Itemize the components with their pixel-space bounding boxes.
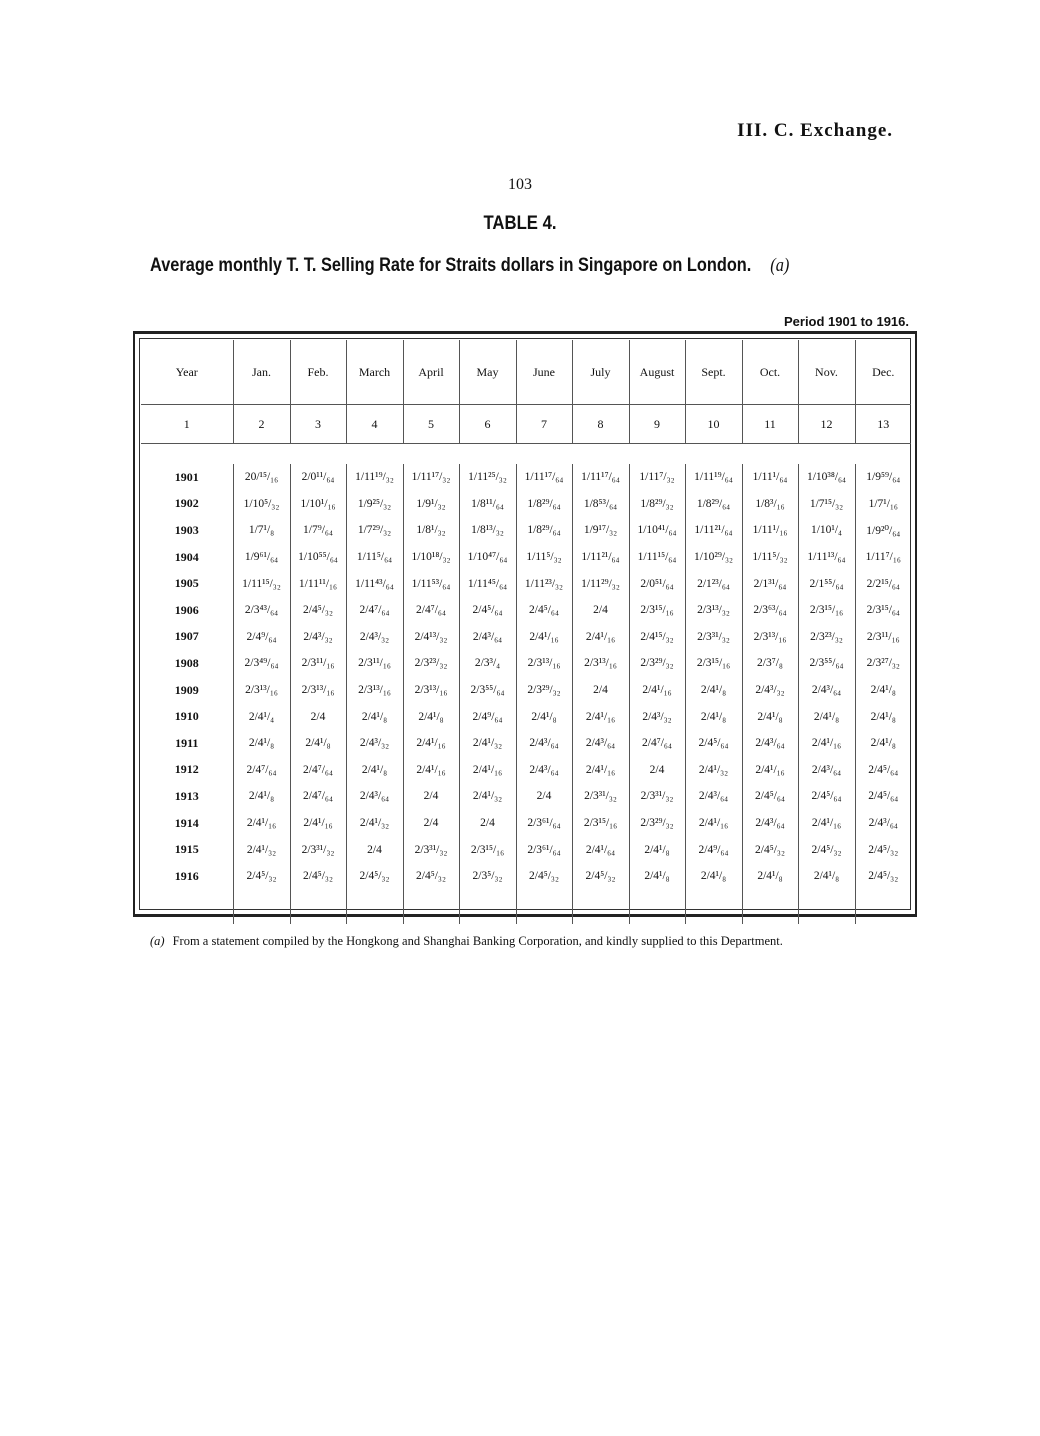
rate-cell: 1/11⁵/₃₂ <box>742 544 798 571</box>
rate-cell: 1/8¹/₃₂ <box>403 517 459 544</box>
rate-cell: 2/4⁵/₆₄ <box>685 730 742 757</box>
rate-cell: 2/3¹³/₁₆ <box>516 650 572 677</box>
empty-cell <box>233 890 290 924</box>
year-cell: 1910 <box>174 709 199 724</box>
rate-cell: 2/4¹/₁₆ <box>685 810 742 837</box>
rate-cell: 1/11⁴³/₆₄ <box>346 570 403 597</box>
empty-cell <box>403 890 459 924</box>
footnote-mark: (a) <box>150 934 165 948</box>
rate-cell: 2/4¹/₈ <box>629 863 685 890</box>
rate-cell: 2/3³¹/₃₂ <box>572 783 629 810</box>
rate-cell: 2/4⁵/₆₄ <box>742 783 798 810</box>
rate-cell: 2/4¹/₈ <box>685 703 742 730</box>
column-number: 12 <box>798 405 855 444</box>
rate-cell: 2/4¹/₈ <box>346 757 403 784</box>
rate-cell: 2/4⁷/₆₄ <box>629 730 685 757</box>
rate-cell: 2/4⁹/₆₄ <box>685 836 742 863</box>
rate-cell: 2/4³/₃₂ <box>346 624 403 651</box>
column-number: 10 <box>685 405 742 444</box>
empty-cell <box>855 890 911 924</box>
rate-cell: 2/3⁵/₃₂ <box>459 863 516 890</box>
rate-cell: 2/4 <box>290 703 346 730</box>
rate-cell: 2/4¹/₈ <box>290 730 346 757</box>
rate-cell: 1/10⁴⁷/₆₄ <box>459 544 516 571</box>
rate-cell: 2/4³/₃₂ <box>346 730 403 757</box>
column-header-march: March <box>346 340 403 405</box>
empty-cell <box>141 890 233 924</box>
rate-cell: 1/11²³/₃₂ <box>516 570 572 597</box>
rate-cell: 2/4⁹/₆₄ <box>459 703 516 730</box>
rate-cell: 2/3³¹/₃₂ <box>685 624 742 651</box>
rate-cell: 2/3⁴⁹/₆₄ <box>233 650 290 677</box>
rate-cell: 2/4¹/₆₄ <box>572 836 629 863</box>
rate-cell: 2/3¹⁵/₁₆ <box>685 650 742 677</box>
rate-cell: 2/3⁵⁵/₆₄ <box>798 650 855 677</box>
section-header: III. C. Exchange. <box>737 120 893 141</box>
rate-cell: 2/4¹/₈ <box>233 783 290 810</box>
rate-cell: 2/4⁵/₆₄ <box>855 757 911 784</box>
column-number: 7 <box>516 405 572 444</box>
rate-cell: 2/3¹⁵/₁₆ <box>572 810 629 837</box>
column-header-august: August <box>629 340 685 405</box>
rate-cell: 2/3¹³/₃₂ <box>685 597 742 624</box>
rate-cell: 2/4 <box>403 783 459 810</box>
rate-cell: 1/10¹⁸/₃₂ <box>403 544 459 571</box>
column-header-jan: Jan. <box>233 340 290 405</box>
rate-cell: 2/4⁵/₃₂ <box>516 863 572 890</box>
rate-cell: 2/4³/₆₄ <box>798 677 855 704</box>
rate-cell: 2/4⁵/₃₂ <box>290 863 346 890</box>
empty-cell <box>685 890 742 924</box>
year-cell: 1908 <box>174 655 199 670</box>
rate-cell: 1/9²⁵/₃₂ <box>346 491 403 518</box>
column-header-april: April <box>403 340 459 405</box>
footnote-text: From a statement compiled by the Hongkong and Shanghai Banking Corporation, and kindly supplied to this Department. <box>172 934 783 948</box>
table-end-row <box>141 890 911 924</box>
rate-cell: 2/4¹/₈ <box>798 863 855 890</box>
rate-cell: 2/4¹/₁₆ <box>572 703 629 730</box>
rate-cell: 2/3⁷/₈ <box>742 650 798 677</box>
rate-cell: 2/4⁷/₆₄ <box>290 757 346 784</box>
table-row <box>141 464 911 491</box>
rate-cell: 2/4⁵/₃₂ <box>290 597 346 624</box>
rate-cell: 1/10²⁹/₃₂ <box>685 544 742 571</box>
rate-cell: 2/3³¹/₃₂ <box>403 836 459 863</box>
rate-cell: 1/11²⁵/₃₂ <box>459 464 516 491</box>
rate-cell: 1/11¹³/₆₄ <box>798 544 855 571</box>
rate-cell: 2/1²³/₆₄ <box>685 570 742 597</box>
rate-cell: 2/4³/₆₄ <box>516 730 572 757</box>
rate-cell: 1/11¹⁹/₃₂ <box>346 464 403 491</box>
rate-cell: 2/3²³/₃₂ <box>403 650 459 677</box>
rate-cell: 2/4 <box>403 810 459 837</box>
rate-cell: 2/4¹/₁₆ <box>403 730 459 757</box>
table-row <box>141 491 911 518</box>
rate-cell: 1/9¹/₃₂ <box>403 491 459 518</box>
rate-cell: 2/4¹/₁₆ <box>798 730 855 757</box>
rate-cell: 2/4¹/₁₆ <box>233 810 290 837</box>
rate-cell: 2/3⁶¹/₆₄ <box>516 836 572 863</box>
rate-cell: 2/4¹/₃₂ <box>459 730 516 757</box>
rate-cell: 1/11¹⁹/₆₄ <box>685 464 742 491</box>
rate-cell: 2/4⁹/₆₄ <box>233 624 290 651</box>
rate-cell: 2/3¹⁵/₆₄ <box>855 597 911 624</box>
rate-cell: 1/11¹⁵/₃₂ <box>233 570 290 597</box>
rate-cell: 1/7¹/₈ <box>233 517 290 544</box>
empty-cell <box>742 890 798 924</box>
rate-cell: 2/4¹³/₃₂ <box>403 624 459 651</box>
rate-cell: 2/0⁵¹/₆₄ <box>629 570 685 597</box>
empty-cell <box>459 890 516 924</box>
year-cell: 1902 <box>174 496 199 511</box>
rate-cell: 2/4¹/₁₆ <box>403 757 459 784</box>
column-header-oct: Oct. <box>742 340 798 405</box>
table-row <box>141 863 911 890</box>
rate-cell: 2/4¹/₃₂ <box>233 836 290 863</box>
table-row <box>141 783 911 810</box>
rate-cell: 2/3¹³/₁₆ <box>403 677 459 704</box>
rate-cell: 2/3¹⁵/₁₆ <box>459 836 516 863</box>
period-label: Period 1901 to 1916. <box>783 314 909 329</box>
empty-cell <box>346 890 403 924</box>
rate-cell: 2/1⁵⁵/₆₄ <box>798 570 855 597</box>
rate-cell: 2/4³/₃₂ <box>629 703 685 730</box>
rate-cell: 2/4⁵/₃₂ <box>742 836 798 863</box>
rate-cell: 1/10⁵/₃₂ <box>233 491 290 518</box>
empty-cell <box>572 890 629 924</box>
table-row <box>141 517 911 544</box>
rate-cell: 2/4⁵/₆₄ <box>459 597 516 624</box>
rate-cell: 1/11¹/₁₆ <box>742 517 798 544</box>
column-header-year: Year <box>141 340 233 405</box>
rate-cell: 1/9²⁰/₆₄ <box>855 517 911 544</box>
rate-cell: 1/8²⁹/₆₄ <box>685 491 742 518</box>
column-header-july: July <box>572 340 629 405</box>
rate-cell: 2/3¹³/₁₆ <box>290 677 346 704</box>
empty-cell <box>290 890 346 924</box>
rate-cell: 1/7¹/₁₆ <box>855 491 911 518</box>
rate-cell: 2/3¹¹/₁₆ <box>290 650 346 677</box>
table-row <box>141 597 911 624</box>
rate-cell: 2/4¹/₁₆ <box>572 757 629 784</box>
rate-cell: 2/4³/₆₄ <box>742 810 798 837</box>
rate-cell: 2/4⁷/₆₄ <box>403 597 459 624</box>
rate-cell: 2/3²⁹/₃₂ <box>629 650 685 677</box>
spacer-row <box>141 444 911 465</box>
rate-cell: 2/1³¹/₆₄ <box>742 570 798 597</box>
empty-cell <box>629 890 685 924</box>
table-row <box>141 677 911 704</box>
rate-cell: 2/4¹/₈ <box>629 836 685 863</box>
rate-cell: 2/4⁵/₃₂ <box>572 863 629 890</box>
rate-cell: 2/4³/₃₂ <box>290 624 346 651</box>
column-header-nov: Nov. <box>798 340 855 405</box>
rate-cell: 2/4¹/₁₆ <box>798 810 855 837</box>
column-header-feb: Feb. <box>290 340 346 405</box>
column-number: 11 <box>742 405 798 444</box>
rate-cell: 2/4¹/₈ <box>685 863 742 890</box>
rate-cell: 1/10¹/₁₆ <box>290 491 346 518</box>
table-row <box>141 703 911 730</box>
rate-cell: 2/4³/₆₄ <box>855 810 911 837</box>
rate-cell: 2/3¹¹/₁₆ <box>855 624 911 651</box>
rate-cell: 1/11¹⁵/₆₄ <box>629 544 685 571</box>
table-row <box>141 810 911 837</box>
rate-cell: 2/4 <box>346 836 403 863</box>
footnote <box>150 934 783 949</box>
rate-cell: 2/4⁷/₆₄ <box>346 597 403 624</box>
column-number: 6 <box>459 405 516 444</box>
table-subtitle <box>150 255 804 277</box>
rate-cell: 2/4⁵/₃₂ <box>855 836 911 863</box>
year-cell: 1907 <box>174 629 199 644</box>
rate-cell: 1/11⁷/₁₆ <box>855 544 911 571</box>
rate-cell: 1/10³⁸/₆₄ <box>798 464 855 491</box>
rate-cell: 2/4¹/₈ <box>855 677 911 704</box>
rate-cell: 2/4³/₆₄ <box>685 783 742 810</box>
rate-cell: 2/4⁷/₆₄ <box>233 757 290 784</box>
rate-cell: 2/4¹/₈ <box>855 703 911 730</box>
rate-cell: 1/11²¹/₆₄ <box>572 544 629 571</box>
table-title: TABLE 4. <box>483 213 557 234</box>
rate-cell: 1/8²⁹/₆₄ <box>516 491 572 518</box>
column-number: 3 <box>290 405 346 444</box>
rate-cell: 1/7⁹/₆₄ <box>290 517 346 544</box>
rate-cell: 2/4⁵/₃₂ <box>798 836 855 863</box>
rate-cell: 2/4¹/₃₂ <box>346 810 403 837</box>
rate-cell: 2/4 <box>572 677 629 704</box>
year-cell: 1914 <box>174 815 199 830</box>
rate-cell: 2/4 <box>459 810 516 837</box>
rate-cell: 2/3⁶³/₆₄ <box>742 597 798 624</box>
rate-cell: 1/7²⁹/₃₂ <box>346 517 403 544</box>
rate-cell: 2/3⁵⁵/₆₄ <box>459 677 516 704</box>
rate-cell: 2/3²⁹/₃₂ <box>629 810 685 837</box>
year-cell: 1915 <box>174 842 199 857</box>
table-body <box>141 444 911 924</box>
rate-cell: 1/11⁵³/₆₄ <box>403 570 459 597</box>
column-number: 13 <box>855 405 911 444</box>
rate-cell: 1/9⁵⁹/₆₄ <box>855 464 911 491</box>
rate-cell: 2/3³¹/₃₂ <box>290 836 346 863</box>
rate-cell: 2/4¹/₈ <box>855 730 911 757</box>
rate-cell: 2/3²⁷/₃₂ <box>855 650 911 677</box>
rate-cell: 2/4¹/₃₂ <box>459 783 516 810</box>
rate-cell: 2/4¹/₈ <box>346 703 403 730</box>
rate-cell: 1/11⁵/₃₂ <box>516 544 572 571</box>
rate-cell: 2/4⁵/₃₂ <box>855 863 911 890</box>
rate-cell: 1/11²⁹/₃₂ <box>572 570 629 597</box>
rate-cell: 2/4⁷/₆₄ <box>290 783 346 810</box>
rate-cell: 2/4³/₆₄ <box>346 783 403 810</box>
empty-cell <box>798 890 855 924</box>
rate-cell: 2/4¹/₈ <box>742 703 798 730</box>
rate-cell: 2/4³/₆₄ <box>459 624 516 651</box>
rate-cell: 1/8¹³/₃₂ <box>459 517 516 544</box>
rate-cell: 2/4⁵/₃₂ <box>403 863 459 890</box>
rate-cell: 1/10⁵⁵/₆₄ <box>290 544 346 571</box>
rate-cell: 2/4¹/₁₆ <box>290 810 346 837</box>
rate-cell: 2/4⁵/₃₂ <box>233 863 290 890</box>
rate-cell: 2/2¹⁵/₆₄ <box>855 570 911 597</box>
table-row <box>141 544 911 571</box>
rate-cell: 2/4⁵/₆₄ <box>855 783 911 810</box>
table-row <box>141 570 911 597</box>
rate-cell: 1/9⁶¹/₆₄ <box>233 544 290 571</box>
rate-cell: 2/4³/₆₄ <box>572 730 629 757</box>
exchange-rate-table <box>141 340 911 924</box>
table-row <box>141 624 911 651</box>
column-header-may: May <box>459 340 516 405</box>
rate-cell: 2/4¹/₈ <box>233 730 290 757</box>
empty-cell <box>516 890 572 924</box>
rate-cell: 2/4³/₆₄ <box>742 730 798 757</box>
rate-cell: 2/4¹/₈ <box>516 703 572 730</box>
page-number: 103 <box>508 176 532 193</box>
year-cell: 1916 <box>174 868 199 883</box>
rate-cell: 20/¹⁵/₁₆ <box>233 464 290 491</box>
rate-cell: 1/8³/₁₆ <box>742 491 798 518</box>
rate-cell: 2/4¹/₁₆ <box>629 677 685 704</box>
column-number: 2 <box>233 405 290 444</box>
rate-cell: 1/7¹⁵/₃₂ <box>798 491 855 518</box>
year-cell: 1913 <box>174 788 199 803</box>
rate-cell: 1/11²¹/₆₄ <box>685 517 742 544</box>
exchange-table-frame <box>133 331 917 917</box>
rate-cell: 2/4⁵/₆₄ <box>798 783 855 810</box>
rate-cell: 2/4¹/₈ <box>798 703 855 730</box>
rate-cell: 2/4¹/₃₂ <box>685 757 742 784</box>
rate-cell: 2/4¹/₈ <box>742 863 798 890</box>
year-cell: 1911 <box>175 735 199 750</box>
rate-cell: 2/4¹/₁₆ <box>459 757 516 784</box>
year-cell: 1905 <box>174 576 199 591</box>
rate-cell: 2/3¹³/₁₆ <box>572 650 629 677</box>
rate-cell: 2/4 <box>629 757 685 784</box>
table-row <box>141 757 911 784</box>
rate-cell: 1/8¹¹/₆₄ <box>459 491 516 518</box>
rate-cell: 2/4 <box>572 597 629 624</box>
rate-cell: 2/3²³/₃₂ <box>798 624 855 651</box>
rate-cell: 2/4¹/₈ <box>685 677 742 704</box>
column-header-june: June <box>516 340 572 405</box>
column-number: 9 <box>629 405 685 444</box>
rate-cell: 2/4¹⁵/₃₂ <box>629 624 685 651</box>
rate-cell: 1/11¹⁷/₆₄ <box>572 464 629 491</box>
rate-cell: 1/8²⁹/₆₄ <box>516 517 572 544</box>
rate-cell: 2/3⁴³/₆₄ <box>233 597 290 624</box>
column-header-sept: Sept. <box>685 340 742 405</box>
rate-cell: 2/4⁵/₆₄ <box>516 597 572 624</box>
rate-cell: 1/11⁷/₃₂ <box>629 464 685 491</box>
rate-cell: 2/4³/₃₂ <box>742 677 798 704</box>
rate-cell: 2/3¹³/₁₆ <box>742 624 798 651</box>
column-number: 8 <box>572 405 629 444</box>
rate-cell: 2/3¹⁵/₁₆ <box>629 597 685 624</box>
year-cell: 1909 <box>174 682 199 697</box>
rate-cell: 1/11⁵/₆₄ <box>346 544 403 571</box>
year-cell: 1903 <box>174 522 199 537</box>
rate-cell: 2/4¹/₄ <box>233 703 290 730</box>
column-header-row <box>141 340 911 405</box>
rate-cell: 2/3¹³/₁₆ <box>233 677 290 704</box>
rate-cell: 2/4¹/₁₆ <box>742 757 798 784</box>
rate-cell: 2/4 <box>516 783 572 810</box>
column-number-row <box>141 405 911 444</box>
column-number: 1 <box>141 405 233 444</box>
rate-cell: 2/3³¹/₃₂ <box>629 783 685 810</box>
year-cell: 1901 <box>174 469 199 484</box>
rate-cell: 1/10⁴¹/₆₄ <box>629 517 685 544</box>
rate-cell: 2/3²⁹/₃₂ <box>516 677 572 704</box>
rate-cell: 2/3³/₄ <box>459 650 516 677</box>
rate-cell: 1/10¹/₄ <box>798 517 855 544</box>
rate-cell: 2/4³/₆₄ <box>516 757 572 784</box>
rate-cell: 2/3⁶¹/₆₄ <box>516 810 572 837</box>
rate-cell: 1/8⁵³/₆₄ <box>572 491 629 518</box>
year-cell: 1906 <box>174 602 199 617</box>
column-number: 4 <box>346 405 403 444</box>
year-cell: 1904 <box>174 549 199 564</box>
year-cell: 1912 <box>174 762 199 777</box>
rate-cell: 2/4¹/₈ <box>403 703 459 730</box>
rate-cell: 2/3¹¹/₁₆ <box>346 650 403 677</box>
rate-cell: 2/4³/₆₄ <box>798 757 855 784</box>
table-row <box>141 730 911 757</box>
rate-cell: 1/11¹¹/₁₆ <box>290 570 346 597</box>
table-row <box>141 836 911 863</box>
rate-cell: 2/4¹/₁₆ <box>516 624 572 651</box>
rate-cell: 2/4⁵/₃₂ <box>346 863 403 890</box>
rate-cell: 1/11¹⁷/₆₄ <box>516 464 572 491</box>
table-row <box>141 650 911 677</box>
rate-cell: 1/9¹⁷/₃₂ <box>572 517 629 544</box>
rate-cell: 2/3¹⁵/₁₆ <box>798 597 855 624</box>
rate-cell: 1/11¹/₆₄ <box>742 464 798 491</box>
rate-cell: 1/8²⁹/₃₂ <box>629 491 685 518</box>
rate-cell: 1/11⁴⁵/₆₄ <box>459 570 516 597</box>
column-header-dec: Dec. <box>855 340 911 405</box>
rate-cell: 2/3¹³/₁₆ <box>346 677 403 704</box>
subtitle-note-ref: (a) <box>770 255 790 276</box>
rate-cell: 2/4¹/₁₆ <box>572 624 629 651</box>
rate-cell: 1/11¹⁷/₃₂ <box>403 464 459 491</box>
rate-cell: 2/0¹¹/₆₄ <box>290 464 346 491</box>
column-number: 5 <box>403 405 459 444</box>
subtitle-text: Average monthly T. T. Selling Rate for Straits dollars in Singapore on London. <box>150 255 752 276</box>
